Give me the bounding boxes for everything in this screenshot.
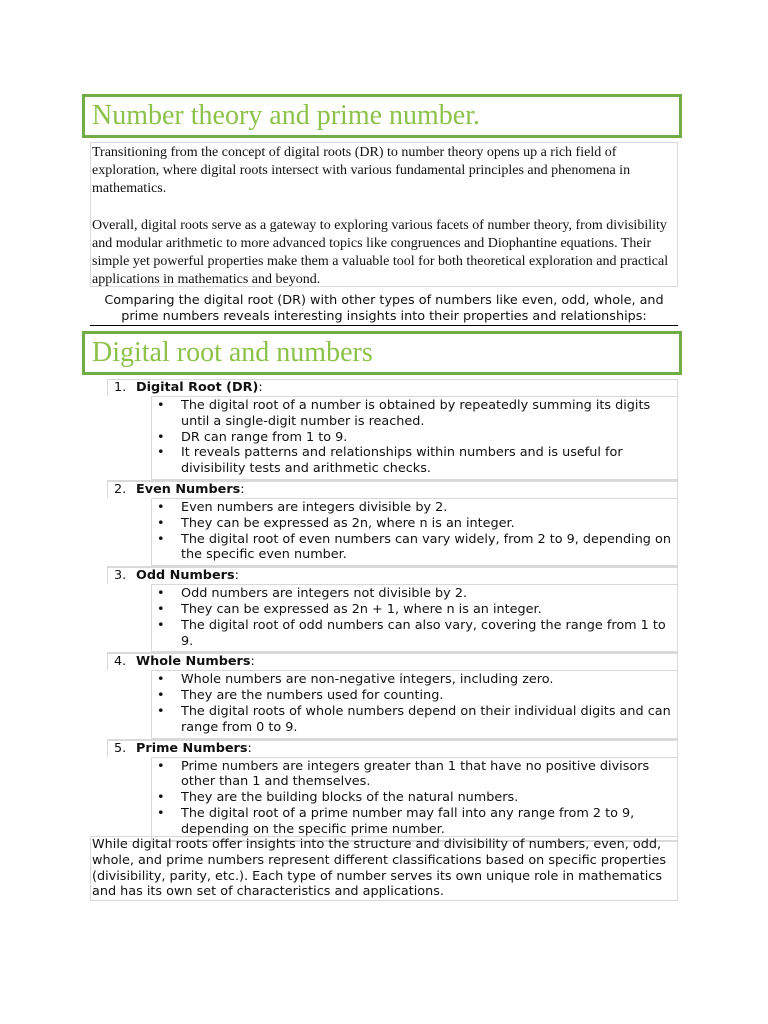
bullet-list (151, 498, 678, 566)
list-term: Digital Root (DR) (136, 380, 259, 395)
bullet-item (152, 586, 677, 602)
list-item-heading (107, 653, 678, 670)
bullet-text: The digital root of odd numbers can also vary, covering the range from 1 to 9. (181, 617, 666, 649)
list-item-heading (107, 740, 678, 757)
list-item (107, 379, 678, 481)
bullet-text: The digital root of a number is obtained by repeatedly summing its digits until a single-digit number is reached. (181, 398, 651, 429)
bullet-icon: • (157, 758, 165, 774)
bullet-text: They are the building blocks of the natural numbers. (181, 790, 519, 806)
bullet-icon: • (157, 398, 165, 413)
bullet-text: It reveals patterns and relationships within numbers and is useful for divisibility tests and arithmetic checks. (181, 445, 623, 477)
bullet-icon: • (157, 499, 165, 515)
bullet-icon: • (157, 445, 165, 461)
bullet-item (152, 618, 677, 650)
bullet-icon: • (157, 429, 165, 445)
numbered-list (107, 379, 678, 842)
bullet-item (152, 602, 677, 618)
bullet-icon: • (157, 586, 165, 602)
list-term: Prime Numbers (136, 740, 248, 756)
list-term-colon: : (240, 481, 245, 497)
bullet-item (152, 806, 677, 838)
list-item (107, 653, 678, 739)
bullet-icon: • (157, 617, 165, 633)
bullet-item (152, 532, 677, 564)
bullet-icon: • (157, 672, 165, 688)
bullet-text: Whole numbers are non-negative integers, including zero. (181, 672, 554, 688)
bullet-list (151, 396, 678, 480)
bullet-icon: • (157, 790, 165, 806)
intro-text-box (90, 142, 678, 287)
comparison-paragraph: Comparing the digital root (DR) with other types of numbers like even, odd, whole, and prime numbers reveals interesting insights into their properties and relationships: (90, 293, 678, 326)
bullet-icon: • (157, 515, 165, 531)
bullet-icon: • (157, 601, 165, 617)
bullet-list (151, 584, 678, 652)
bullet-text: Odd numbers are integers not divisible by 2. (181, 586, 468, 602)
bullet-text: DR can range from 1 to 9. (181, 429, 348, 445)
closing-paragraph: While digital roots offer insights into the structure and divisibility of numbers, even, odd, whole, and prime numbers represent different classifications based on specific properties (divisibility, parity, etc.). Each type of number serves its own unique role in mathematics and has its own set of characteristics and applications. (90, 836, 678, 901)
bullet-text: Prime numbers are integers greater than 1 that have no positive divisors other than 1 and themselves. (181, 758, 650, 790)
bullet-item (152, 688, 677, 704)
bullet-text: The digital root of even numbers can vary widely, from 2 to 9, depending on the specific even number. (181, 531, 671, 563)
list-term-colon: : (247, 740, 252, 756)
bullet-item (152, 704, 677, 736)
list-number: 1. (114, 380, 127, 395)
list-item-heading (107, 481, 678, 498)
bullet-text: They can be expressed as 2n, where n is an integer. (181, 515, 515, 531)
intro-paragraph-1: Transitioning from the concept of digital roots (DR) to number theory opens up a rich field of exploration, where digital roots intersect with various fundamental principles and phenomena in mathematics. (92, 145, 631, 197)
bullet-icon: • (157, 805, 165, 821)
bullet-item (152, 516, 677, 532)
list-item (107, 567, 678, 653)
intro-paragraph-2: Overall, digital roots serve as a gateway to exploring various facets of number theory, from divisibility and modular arithmetic to more advanced topics like congruences and Diophantine equations. Their simple yet powerful properties make them a valuable tool for both theoretical exploration and practical applications in mathematics and beyond. (92, 217, 669, 288)
list-term: Odd Numbers (136, 568, 235, 584)
list-term: Whole Numbers (136, 654, 251, 670)
section-heading-number-theory: Number theory and prime number. (82, 94, 682, 138)
bullet-list (151, 670, 678, 738)
bullet-item (152, 445, 677, 477)
bullet-text: They are the numbers used for counting. (181, 688, 444, 704)
bullet-text: They can be expressed as 2n + 1, where n is an integer. (181, 601, 542, 617)
bullet-text: The digital roots of whole numbers depend on their individual digits and can range from 0 to 9. (181, 703, 671, 735)
list-number: 4. (114, 654, 127, 670)
bullet-item (152, 759, 677, 791)
bullet-item (152, 790, 677, 806)
list-term: Even Numbers (136, 481, 241, 497)
bullet-list (151, 757, 678, 841)
bullet-icon: • (157, 688, 165, 704)
bullet-text: Even numbers are integers divisible by 2. (181, 499, 448, 515)
list-term-colon: : (258, 380, 263, 395)
list-number: 2. (114, 481, 127, 497)
list-number: 5. (114, 740, 127, 756)
list-number: 3. (114, 568, 127, 584)
list-term-colon: : (250, 654, 255, 670)
bullet-item (152, 672, 677, 688)
list-item-heading (107, 379, 678, 396)
bullet-icon: • (157, 531, 165, 547)
section-heading-digital-root: Digital root and numbers (82, 331, 682, 375)
bullet-item (152, 430, 677, 446)
list-item (107, 740, 678, 842)
bullet-item (152, 500, 677, 516)
list-item (107, 481, 678, 567)
list-term-colon: : (234, 568, 239, 584)
bullet-item (152, 398, 677, 430)
bullet-icon: • (157, 703, 165, 719)
bullet-text: The digital root of a prime number may fall into any range from 2 to 9, depending on the specific prime number. (181, 805, 635, 837)
list-item-heading (107, 567, 678, 584)
